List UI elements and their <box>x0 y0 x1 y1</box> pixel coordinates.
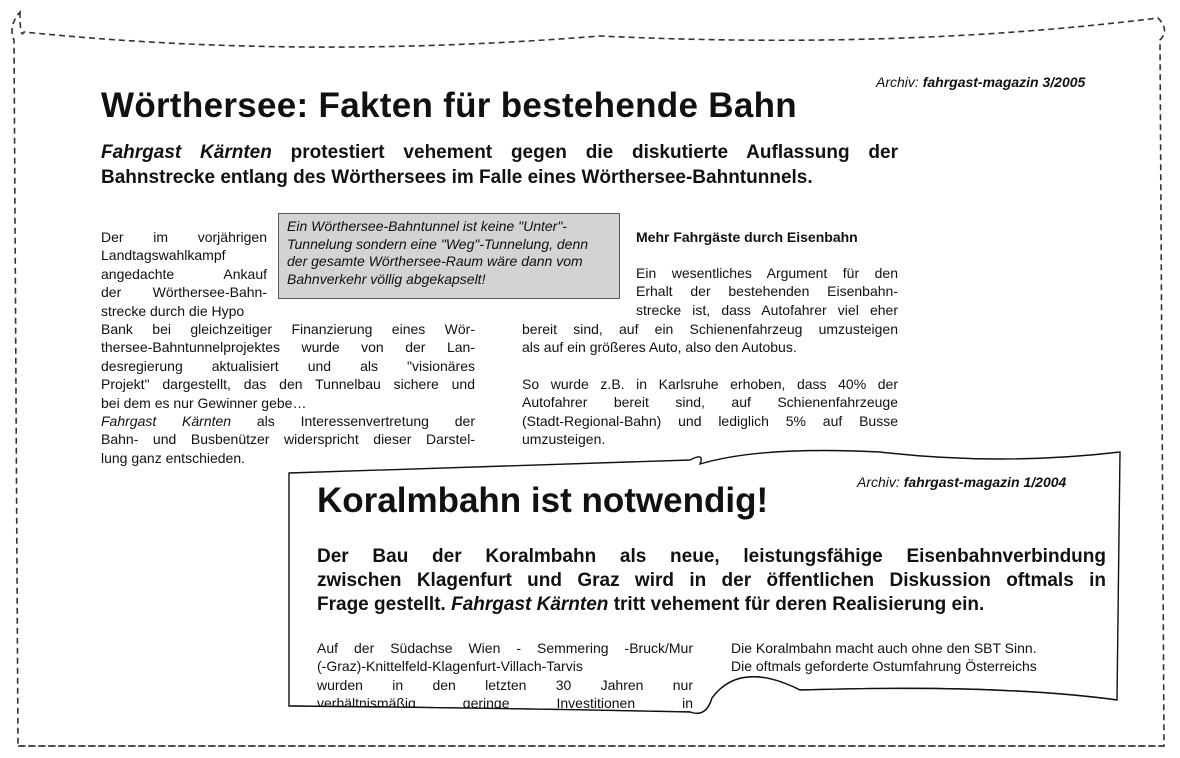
column-2-top: Ein wesentliches Argument für den Erhalt der bestehenden Eisenbahn- strecke ist, dass Autofahrer viel eher <box>636 265 898 318</box>
koralm-column-1: Auf der Südachse Wien - Semmering -Bruck/Mur (-Graz)-Knittelfeld-Klagenfurt-Villach-Tarvis wurden in den letzten 30 Jahren nur verhältnismäßig geringe Investitionen in <box>317 640 693 712</box>
column-1-body: Bank bei gleichzeitiger Finanzierung eines Wör- thersee-Bahntunnelprojektes wurde von der Lan- desregierung aktualisiert und als "visionäres Projekt" dargestellt, das den Tunnelbau sichere und bei dem es nur Gewinner gebe… Fahrgast Kärnten als Interessenvertretung der Bahn- und Busbenützer widerspricht dieser Darstel- lung ganz entschieden. <box>101 321 475 466</box>
lead-koralmbahn: Der Bau der Koralmbahn als neue, leistungsfähige Eisenbahnverbindung zwischen Klagenfurt und Graz wird in der öffentlichen Diskussion oftmals in Frage gestellt. Fahrgast Kärnten tritt vehement für deren Realisierung ein. <box>317 546 1106 615</box>
archive-note-2: Archiv: fahrgast-magazin 1/2004 <box>857 474 1067 490</box>
headline-koralmbahn: Koralmbahn ist notwendig! <box>317 481 769 520</box>
pull-quote: Ein Wörthersee-Bahntunnel ist keine "Unter"-Tunnelung sondern eine "Weg"-Tunnelung, denn der gesamte Wörthersee-Raum wäre dann vom Bahnverkehr völlig abgekapselt! <box>278 213 620 299</box>
archive-note-1: Archiv: fahrgast-magazin 3/2005 <box>876 74 1086 90</box>
lead-woerthersee: Fahrgast Kärnten protestiert vehement gegen die diskutierte Auflassung der Bahnstrecke entlang des Wörthersees im Falle eines Wörthersee-Bahntunnels. <box>101 142 898 188</box>
subheading-mehr-fahrgaeste: Mehr Fahrgäste durch Eisenbahn <box>636 229 858 245</box>
koralm-column-2: Die Koralmbahn macht auch ohne den SBT Sinn. Die oftmals geforderte Ostumfahrung Österreichs <box>731 640 1037 675</box>
headline-woerthersee: Wörthersee: Fakten für bestehende Bahn <box>101 86 797 125</box>
column-1-top: Der im vorjährigen Landtagswahlkampf angedachte Ankauf der Wörthersee-Bahn- strecke durch die Hypo <box>101 229 267 319</box>
column-2-body: bereit sind, auf ein Schienenfahrzeug umzusteigen als auf ein größeres Auto, also den Autobus. So wurde z.B. in Karlsruhe erhoben, dass 40% der Autofahrer bereit sind, auf Schienenfahrzeuge (Stadt-Regional-Bahn) und lediglich 5% auf Busse umzusteigen. <box>522 321 898 448</box>
